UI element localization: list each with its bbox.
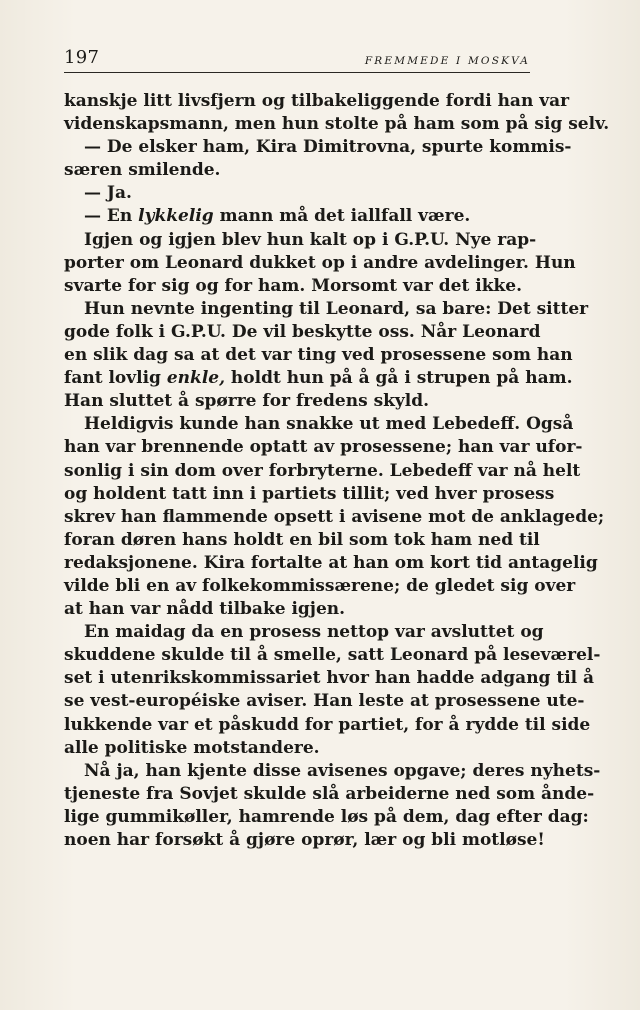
- text-line: — De elsker ham, Kira Dimitrovna, spurte kommis-: [84, 137, 572, 158]
- text-line: skuddene skulde til å smelle, satt Leonard på leseværel-: [64, 645, 601, 666]
- text-line: se vest-européiske aviser. Han leste at prosessene ute-: [64, 691, 585, 712]
- text-line: gode folk i G.P.U. De vil beskytte oss. Når Leonard: [64, 321, 541, 342]
- text-line: Heldigvis kunde han snakke ut med Lebedeff. Også: [84, 414, 574, 435]
- text-line: tjeneste fra Sovjet skulde slå arbeiderne ned som ånde-: [64, 783, 595, 804]
- text-line: Nå ja, han kjente disse avisenes opgave; deres nyhets-: [84, 760, 601, 781]
- text-line: Han sluttet å spørre for fredens skyld.: [64, 391, 430, 412]
- italic-word: lykkelig: [138, 206, 214, 227]
- text-line: og holdent tatt inn i partiets tillit; ved hver prosess: [64, 483, 555, 504]
- text-segment: mann må det iallfall være.: [213, 206, 471, 227]
- text-line: lukkende var et påskudd for partiet, for å rydde til side: [64, 714, 591, 735]
- text-line: videnskapsmann, men hun stolte på ham som på sig selv.: [64, 114, 610, 135]
- text-line: skrev han flammende opsett i avisene mot de anklagede;: [64, 506, 605, 527]
- text-line: noen har forsøkt å gjøre oprør, lær og bli motløse!: [64, 830, 545, 850]
- text-line: foran døren hans holdt en bil som tok ham ned til: [64, 529, 540, 550]
- page-number: 197: [64, 47, 100, 68]
- text-line: Hun nevnte ingenting til Leonard, sa bare: Det sitter: [84, 298, 589, 319]
- text-line: En maidag da en prosess nettop var avsluttet og: [84, 622, 544, 643]
- text-line: Igjen og igjen blev hun kalt op i G.P.U. Nye rap-: [84, 229, 537, 250]
- text-line: en slik dag sa at det var ting ved prosessene som han: [64, 345, 573, 366]
- text-line: alle politiske motstandere.: [64, 737, 320, 758]
- text-segment: — En: [84, 206, 139, 227]
- text-line: porter om Leonard dukket op i andre avdelinger. Hun: [64, 252, 576, 273]
- text-line: svarte for sig og for ham. Morsomt var det ikke.: [64, 275, 523, 296]
- running-title: FREMMEDE I MOSKVA: [364, 55, 530, 67]
- text-line: vilde bli en av folkekommissærene; de gledet sig over: [64, 575, 576, 596]
- text-line: kanskje litt livsfjern og tilbakeliggende fordi han var: [64, 91, 570, 111]
- italic-word: enkle,: [166, 368, 226, 389]
- text-line: [64, 205, 530, 228]
- page-header: [64, 46, 530, 73]
- text-line: — Ja.: [84, 183, 132, 204]
- text-segment: holdt hun på å gå i strupen på ham.: [225, 368, 573, 389]
- body-text: [64, 90, 610, 852]
- text-line: sonlig i sin dom over forbryterne. Lebedeff var nå helt: [64, 460, 581, 481]
- text-line: redaksjonene. Kira fortalte at han om kort tid antagelig: [64, 552, 598, 573]
- text-line: at han var nådd tilbake igjen.: [64, 599, 346, 620]
- text-line: lige gummikøller, hamrende løs på dem, dag efter dag:: [64, 806, 589, 827]
- text-line: særen smilende.: [64, 160, 221, 181]
- text-line: [64, 367, 573, 390]
- text-segment: fant lovlig: [64, 368, 167, 389]
- text-line: set i utenrikskommissariet hvor han hadde adgang til å: [64, 668, 595, 689]
- text-line: han var brennende optatt av prosessene; han var ufor-: [64, 437, 583, 458]
